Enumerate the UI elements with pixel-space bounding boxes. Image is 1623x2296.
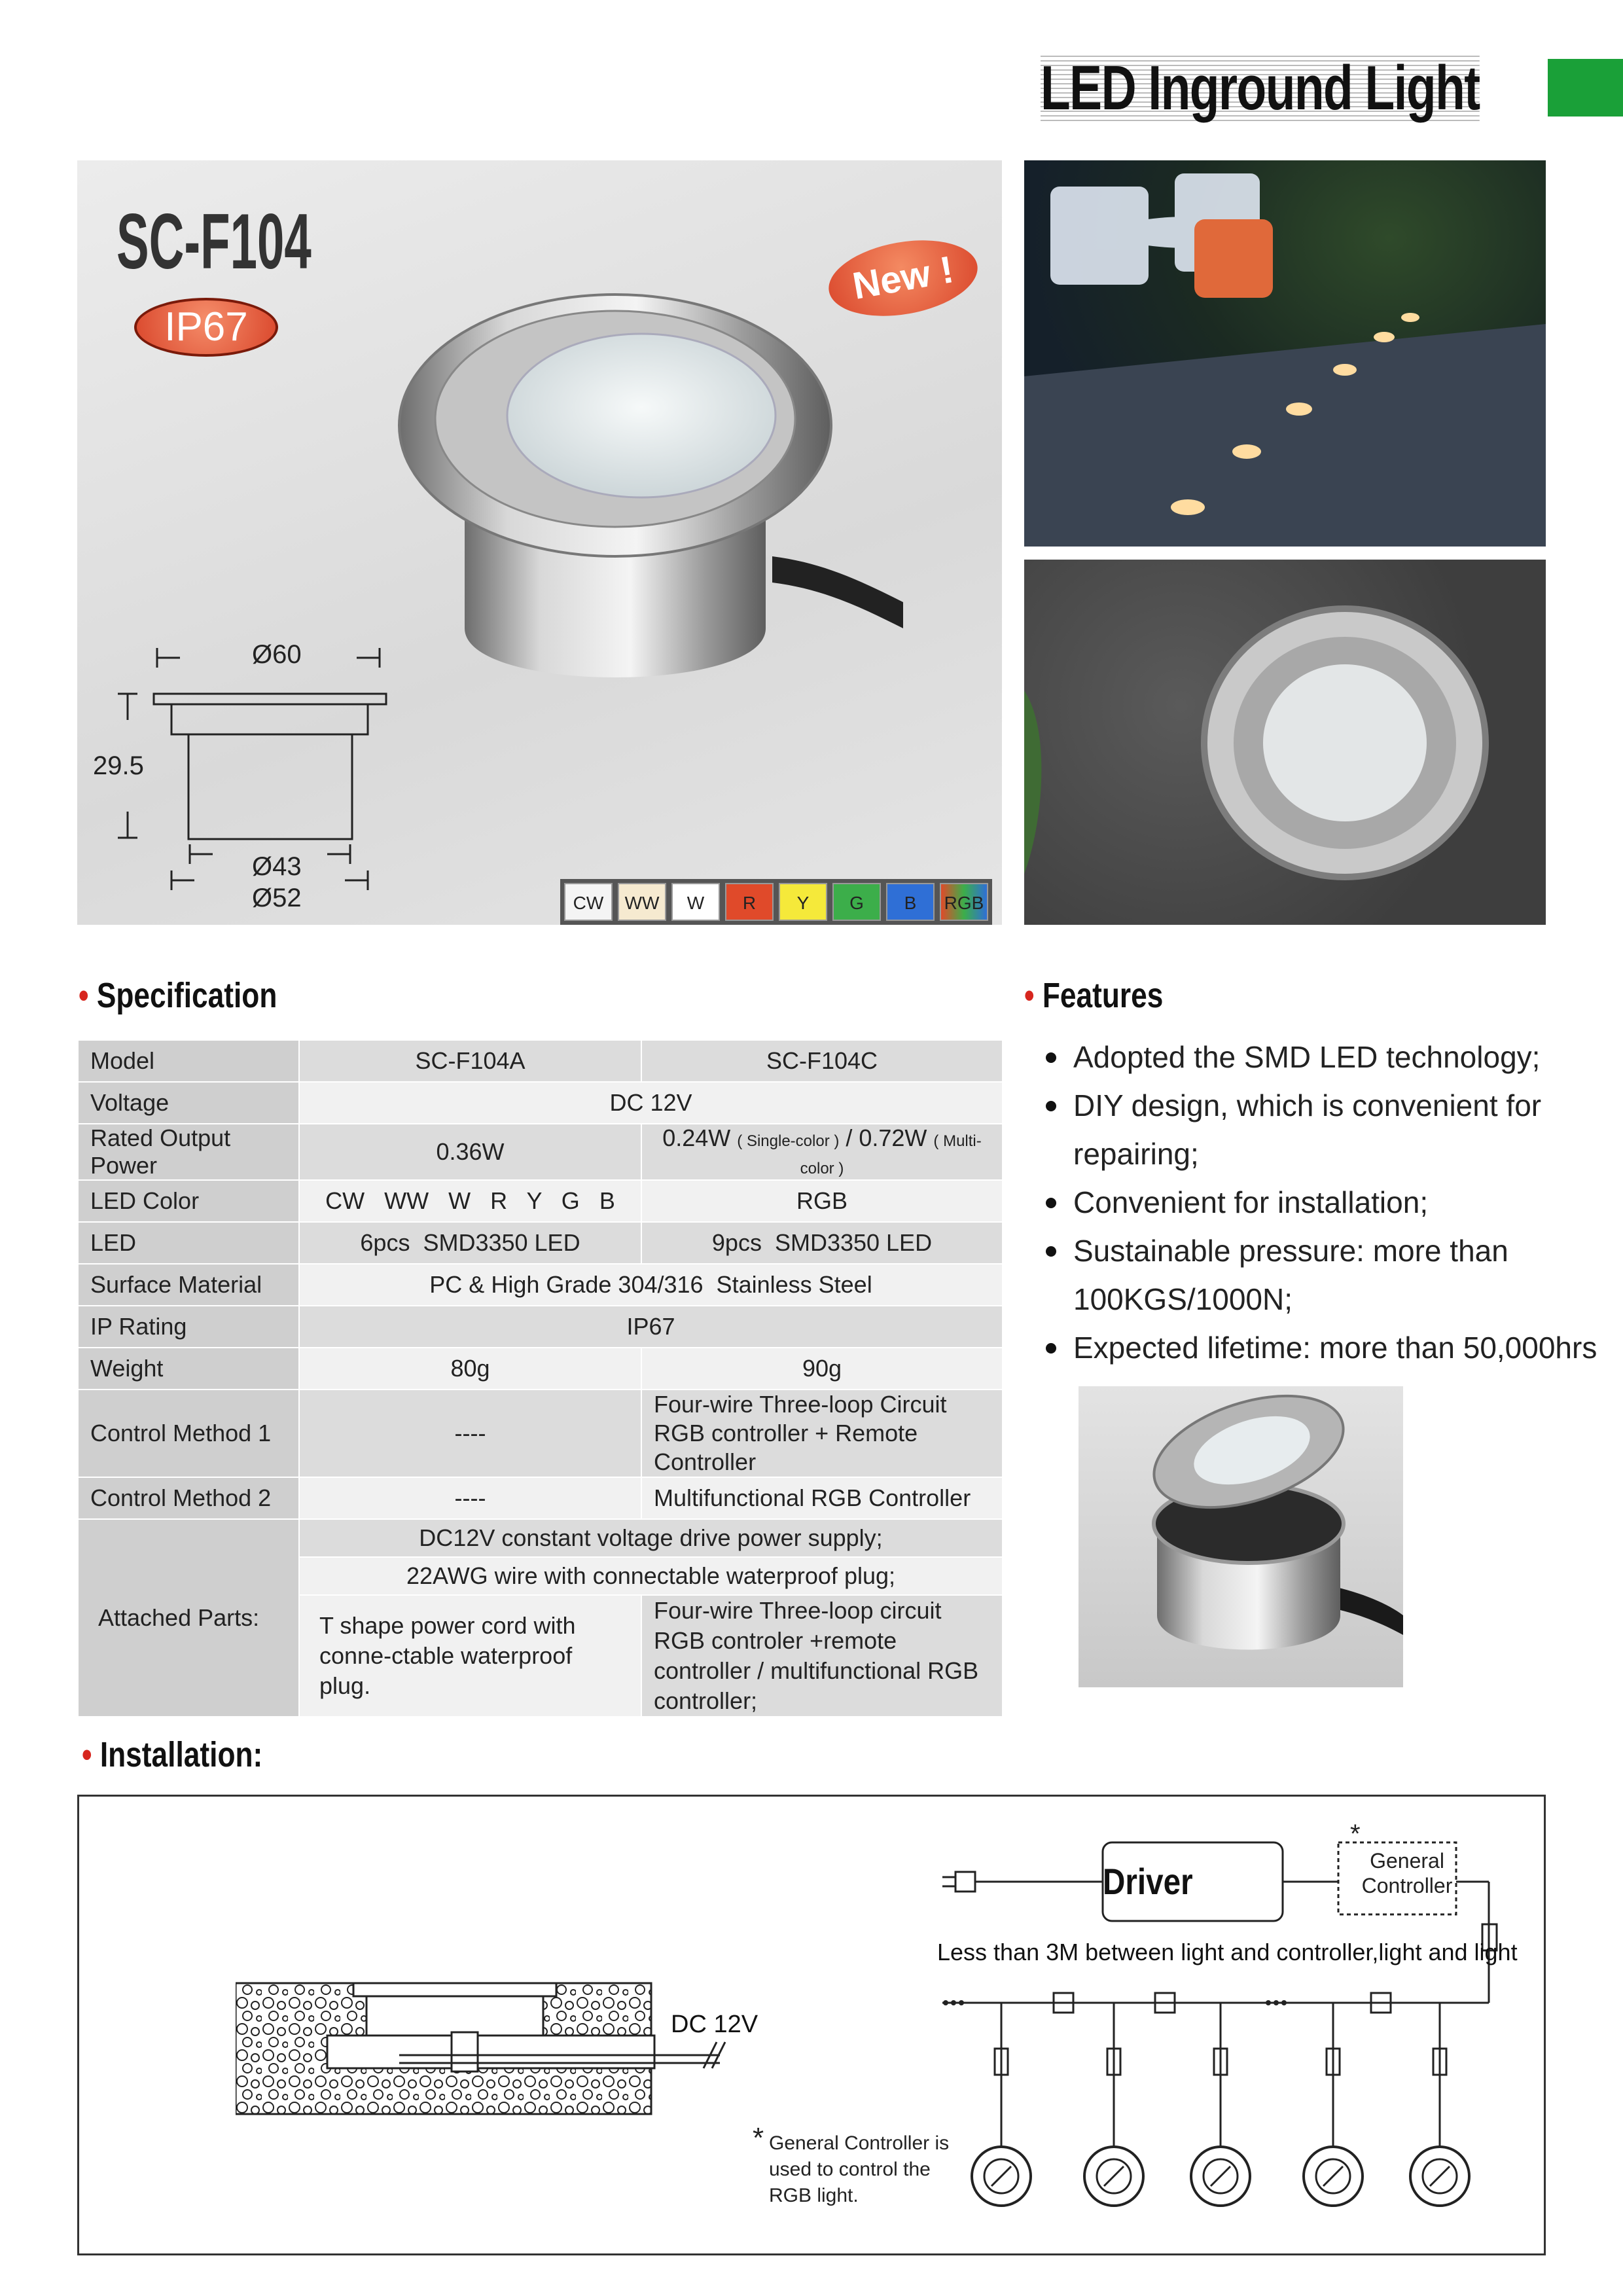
swatch-ww: WW [618,883,666,921]
dim-top-diameter: Ø60 [252,640,302,669]
specification-heading: • Specification [79,976,277,1015]
product-image [366,275,903,772]
swatch-rgb: RGB [940,883,988,921]
swatch-r: R [725,883,774,921]
table-row: LED 6pcs SMD3350 LED 9pcs SMD3350 LED [78,1222,1003,1264]
table-row: T shape power cord with conne-ctable waterproof plug. Four-wire Three-loop circuit RGB controler +remote controller / multifunctional RGB controller; [78,1595,1003,1717]
swatch-g: G [832,883,881,921]
table-row: Weight 80g 90g [78,1348,1003,1390]
open-product-photo [1079,1386,1403,1687]
list-item: Convenient for installation; [1041,1178,1603,1227]
swatch-cw: CW [564,883,613,921]
installed-light-photo [1024,560,1546,925]
list-item: Expected lifetime: more than 50,000hrs [1041,1323,1603,1372]
new-badge: New ! [823,230,984,327]
table-row: Rated Output Power 0.36W 0.24W ( Single-color ) / 0.72W ( Multi-color ) [78,1124,1003,1180]
swatch-y: Y [779,883,827,921]
table-row: Voltage DC 12V [78,1082,1003,1124]
model-title: SC-F104 [116,198,312,285]
table-row: LED Color CW WW W R Y G B RGB [78,1180,1003,1222]
table-row: Attached Parts: DC12V constant voltage drive power supply; [78,1519,1003,1557]
cross-section-drawing [236,1970,733,2121]
controller-label: General Controller [1361,1849,1453,1897]
controller-star: * [1350,1820,1361,1848]
swatch-w: W [671,883,720,921]
footnote-text: General Controller is used to control the RGB light. [769,2132,950,2206]
dc-label: DC 12V [671,2011,758,2038]
swatch-b: B [886,883,935,921]
features-heading: • Features [1024,976,1164,1015]
spec-table [77,1039,1003,1717]
list-item: DIY design, which is convenient for repairing; [1041,1081,1603,1178]
patio-photo [1024,160,1546,547]
footnote-star: * [753,2122,764,2154]
features-list [1041,1033,1603,1372]
installation-heading: • Installation: [82,1735,263,1774]
ip-badge: IP67 [134,298,278,357]
table-row: Control Method 1 ---- Four-wire Three-loop Circuit RGB controller + Remote Controller [78,1390,1003,1477]
driver-label: Driver [1103,1861,1193,1902]
list-item: Adopted the SMD LED technology; [1041,1033,1603,1081]
table-row: Model SC-F104A SC-F104C [78,1040,1003,1082]
dim-inner-diameter: Ø43 [252,852,302,881]
dim-height: 29.5 [93,751,144,780]
color-swatches [560,879,992,925]
list-item: Sustainable pressure: more than 100KGS/1000N; [1041,1227,1603,1323]
header-accent-block [1548,59,1623,117]
table-row: IP Rating IP67 [78,1306,1003,1348]
distance-note: Less than 3M between light and controller,light and light [937,1939,1518,1965]
table-row: Surface Material PC & High Grade 304/316 Stainless Steel [78,1264,1003,1306]
page-title: LED Inground Light [1041,53,1480,123]
table-row: Control Method 2 ---- Multifunctional RGB Controller [78,1477,1003,1519]
table-row: 22AWG wire with connectable waterproof plug; [78,1557,1003,1595]
dim-outer-diameter: Ø52 [252,884,302,912]
